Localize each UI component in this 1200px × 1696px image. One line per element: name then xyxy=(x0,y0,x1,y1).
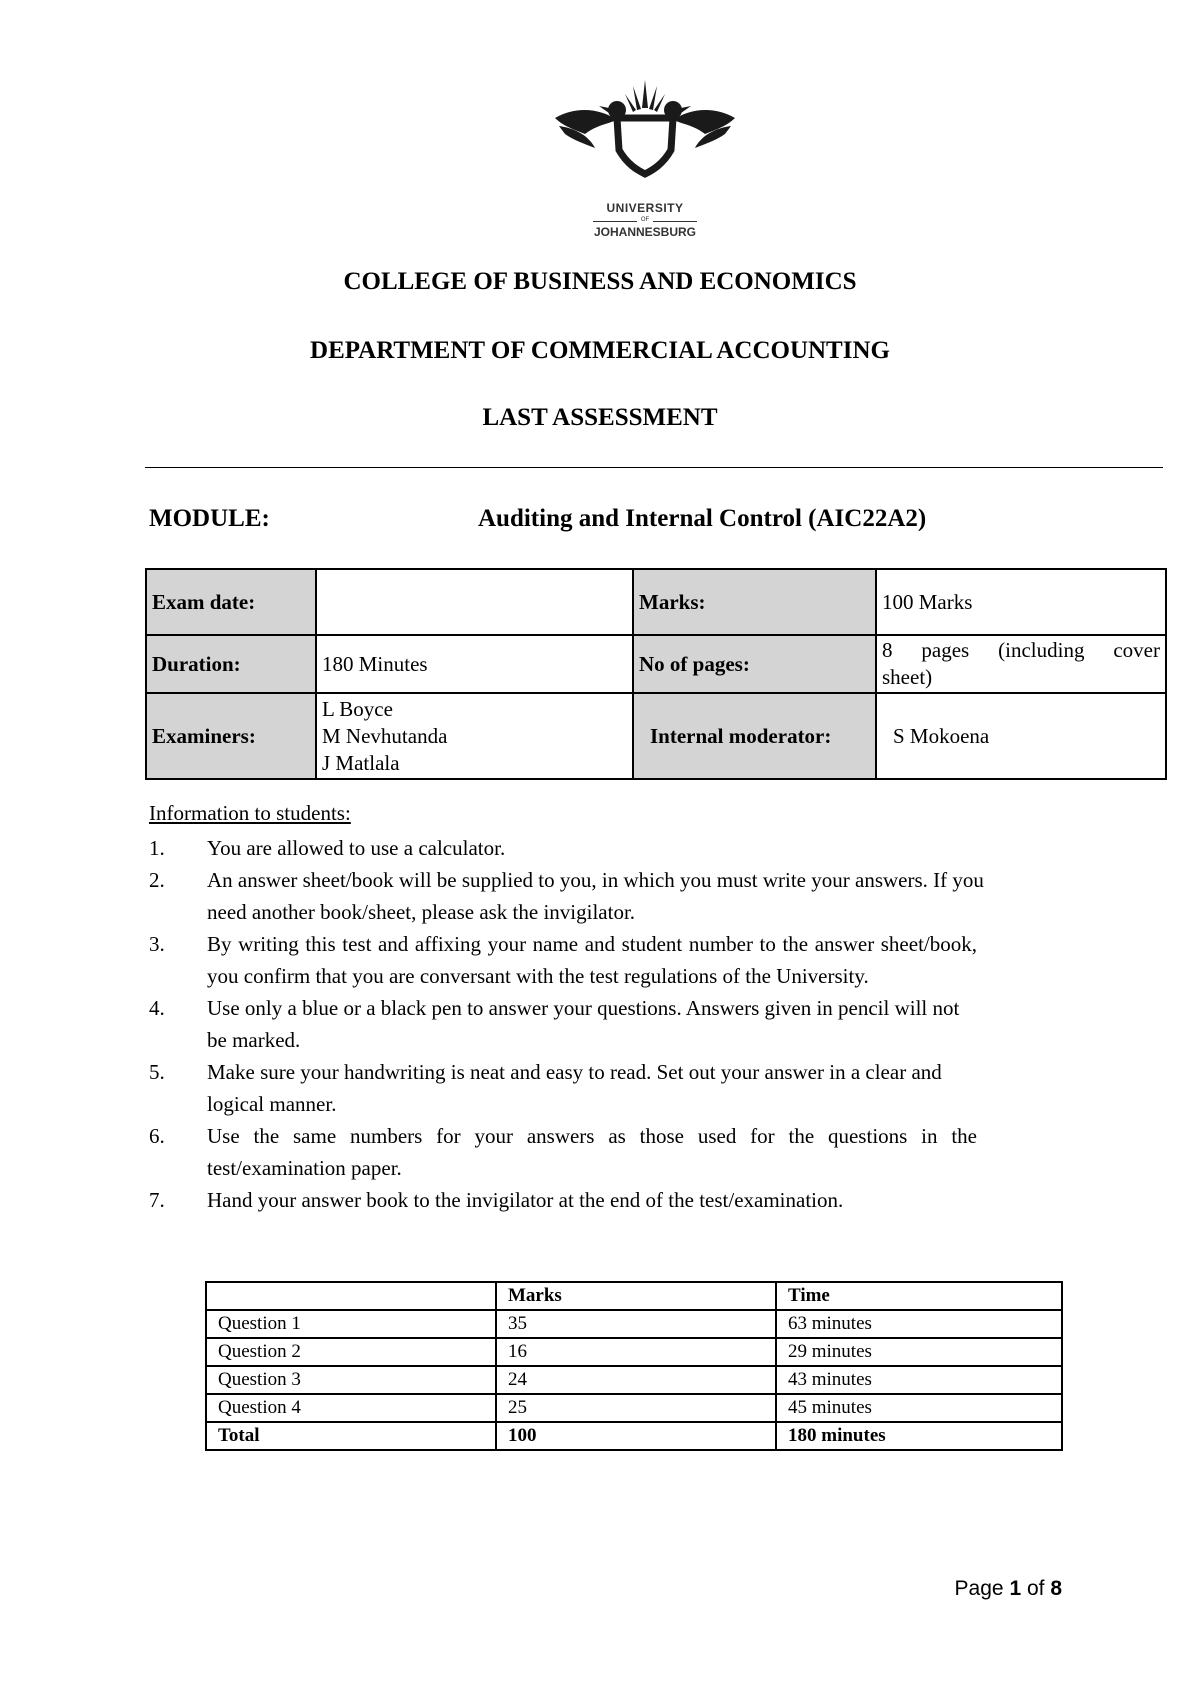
table-row xyxy=(146,569,1166,635)
item-number: 5. xyxy=(149,1060,165,1084)
examiners-label: Examiners: xyxy=(146,693,316,779)
page-prefix: Page xyxy=(954,1577,1010,1600)
page-middle: of xyxy=(1021,1577,1051,1600)
item-number: 3. xyxy=(149,932,165,956)
examiners-value xyxy=(316,693,633,779)
table-row xyxy=(206,1338,1062,1366)
item-number: 2. xyxy=(149,868,165,892)
item-text: You are allowed to use a calculator. xyxy=(207,836,506,860)
item-text: An answer sheet/book will be supplied to you, in which you must write your answers. If you need another book/sheet, please ask the invigilator. xyxy=(207,868,984,924)
question-cell: Question 2 xyxy=(206,1338,496,1366)
page-number xyxy=(955,1577,1062,1601)
total-time-cell: 180 minutes xyxy=(776,1422,1062,1450)
instructions-list xyxy=(149,832,1029,1216)
assessment-heading: LAST ASSESSMENT xyxy=(482,404,718,431)
heading-divider xyxy=(145,467,1163,468)
table-row xyxy=(206,1366,1062,1394)
table-row xyxy=(206,1394,1062,1422)
department-heading: DEPARTMENT OF COMMERCIAL ACCOUNTING xyxy=(310,337,890,364)
exam-date-value xyxy=(316,569,633,635)
exam-date-label: Exam date: xyxy=(146,569,316,635)
examiner-name: L Boyce xyxy=(322,696,393,721)
examiner-name: J Matlala xyxy=(322,750,400,775)
marks-allocation-table xyxy=(205,1281,1063,1451)
crest-icon xyxy=(545,78,745,198)
question-cell: Question 1 xyxy=(206,1310,496,1338)
item-text: Make sure your handwriting is neat and easy to read. Set out your answer in a clear and logical manner. xyxy=(207,1060,942,1116)
logo-text-of: OF xyxy=(640,217,650,223)
pages-value xyxy=(876,635,1166,693)
table-row xyxy=(146,635,1166,693)
marks-cell: 25 xyxy=(496,1394,776,1422)
item-number: 6. xyxy=(149,1124,165,1148)
table-row xyxy=(206,1310,1062,1338)
table-total-row xyxy=(206,1422,1062,1450)
moderator-label: Internal moderator: xyxy=(633,693,876,779)
item-text: Use the same numbers for your answers as those used for the questions in the test/examination paper. xyxy=(207,1124,977,1180)
pages-value-line: 8 pages (including cover xyxy=(882,638,1160,662)
item-number: 7. xyxy=(149,1188,165,1212)
logo-text-university: UNIVERSITY xyxy=(606,201,684,215)
current-page: 1 xyxy=(1009,1577,1022,1600)
list-item xyxy=(149,864,1029,928)
logo-divider xyxy=(653,221,697,222)
exam-details-table xyxy=(145,568,1167,780)
time-cell: 29 minutes xyxy=(776,1338,1062,1366)
time-cell: 63 minutes xyxy=(776,1310,1062,1338)
total-label-cell: Total xyxy=(206,1422,496,1450)
pages-value-line: sheet) xyxy=(882,665,933,689)
time-cell: 45 minutes xyxy=(776,1394,1062,1422)
university-logo xyxy=(545,78,745,248)
duration-label: Duration: xyxy=(146,635,316,693)
list-item xyxy=(149,928,1029,992)
marks-cell: 24 xyxy=(496,1366,776,1394)
marks-cell: 35 xyxy=(496,1310,776,1338)
moderator-value: S Mokoena xyxy=(876,693,1166,779)
question-cell: Question 4 xyxy=(206,1394,496,1422)
module-label: MODULE: xyxy=(149,505,270,532)
item-number: 1. xyxy=(149,836,165,860)
header-cell: Time xyxy=(776,1282,1062,1310)
list-item xyxy=(149,992,1029,1056)
item-number: 4. xyxy=(149,996,165,1020)
marks-cell: 16 xyxy=(496,1338,776,1366)
marks-label: Marks: xyxy=(633,569,876,635)
item-text: Use only a blue or a black pen to answer your questions. Answers given in pencil will not be marked. xyxy=(207,996,960,1052)
logo-text-johannesburg: JOHANNESBURG xyxy=(593,225,696,239)
list-item xyxy=(149,1120,1029,1184)
college-heading: COLLEGE OF BUSINESS AND ECONOMICS xyxy=(343,268,857,295)
item-text: By writing this test and affixing your name and student number to the answer sheet/book, you confirm that you are conversant with the test regulations of the University. xyxy=(207,932,977,988)
list-item xyxy=(149,1056,1029,1120)
list-item xyxy=(149,1184,1029,1216)
duration-value: 180 Minutes xyxy=(316,635,633,693)
time-cell: 43 minutes xyxy=(776,1366,1062,1394)
question-cell: Question 3 xyxy=(206,1366,496,1394)
pages-label: No of pages: xyxy=(633,635,876,693)
module-title: Auditing and Internal Control (AIC22A2) xyxy=(478,505,927,532)
marks-value: 100 Marks xyxy=(876,569,1166,635)
total-pages: 8 xyxy=(1050,1577,1062,1600)
total-marks-cell: 100 xyxy=(496,1422,776,1450)
header-cell xyxy=(206,1282,496,1310)
list-item xyxy=(149,832,1029,864)
information-title: Information to students: xyxy=(149,801,351,825)
table-header-row xyxy=(206,1282,1062,1310)
examiner-name: M Nevhutanda xyxy=(322,723,448,748)
table-row xyxy=(146,693,1166,779)
header-cell: Marks xyxy=(496,1282,776,1310)
item-text: Hand your answer book to the invigilator at the end of the test/examination. xyxy=(207,1188,844,1212)
